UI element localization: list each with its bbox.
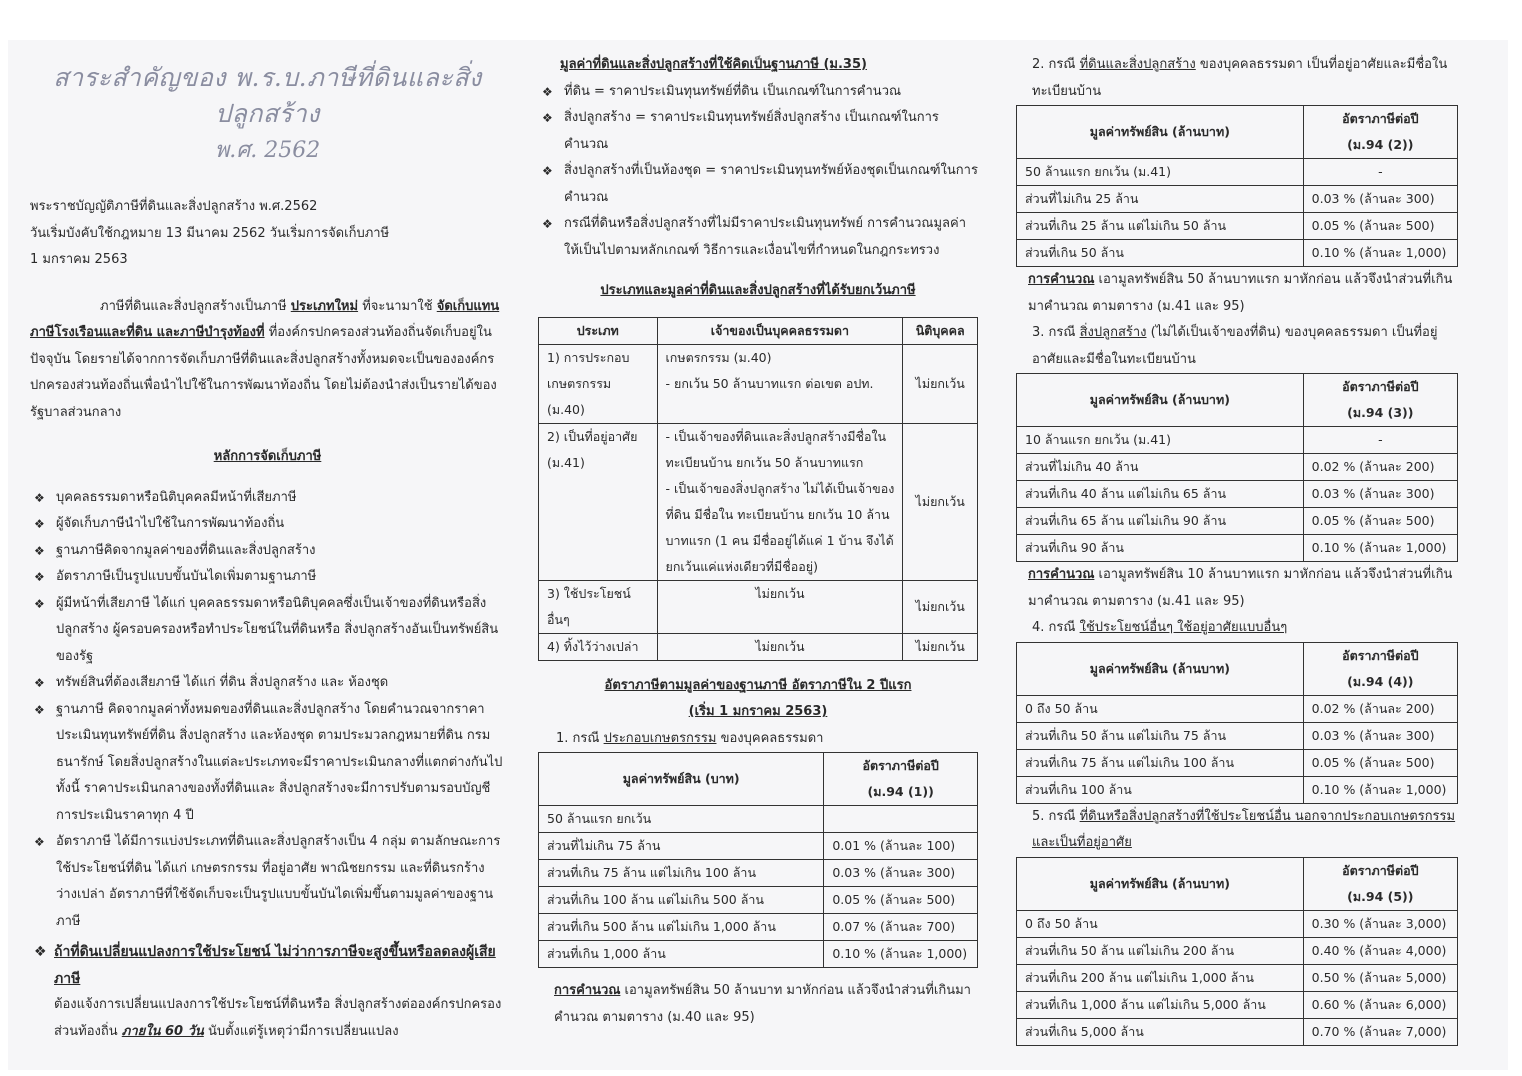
cell-tax-rate: 0.60 % (ล้านละ 6,000) (1303, 991, 1457, 1018)
principle-list (30, 485, 505, 936)
cell-value-range: ส่วนที่เกิน 50 ล้าน แต่ไม่เกิน 75 ล้าน (1017, 722, 1304, 749)
bullet-item (30, 538, 505, 565)
diamond-bullet-icon: ❖ (34, 676, 45, 690)
cell-tax-rate: 0.03 % (ล้านละ 300) (1303, 481, 1457, 508)
exemption-heading: ประเภทและมูลค่าที่ดินและสิ่งปลูกสร้างที่ได้รับยกเว้นภาษี (600, 283, 916, 298)
table-row (1017, 776, 1458, 803)
cell-type: 1) การประกอบเกษตรกรรม (ม.40) (539, 344, 658, 423)
bullet-item (538, 105, 978, 158)
table-row (1017, 937, 1458, 964)
cell-tax-rate: 0.07 % (ล้านละ 700) (824, 914, 978, 941)
cell-tax-rate (824, 806, 978, 833)
calculation-note-2: การคำนวณ เอามูลทรัพย์สิน 50 ล้านบาทแรก มาหักก่อน แล้วจึงนำส่วนที่เกินมาคำนวณ ตามตาราง (ม.41 และ 95) (1028, 272, 1453, 314)
table-row (1017, 535, 1458, 562)
cell-type: 4) ทิ้งไว้ว่างเปล่า (539, 633, 658, 660)
bullet-text: ฐานภาษีคิดจากมูลค่าของที่ดินและสิ่งปลูกสร้าง (56, 542, 316, 558)
rate-table-5 (1016, 857, 1458, 1046)
rate-table-4 (1016, 642, 1458, 804)
column-middle (538, 52, 978, 1031)
bullet-item (30, 591, 505, 671)
cell-value-range: ส่วนที่เกิน 90 ล้าน (1017, 535, 1304, 562)
cell-tax-rate: 0.10 % (ล้านละ 1,000) (1303, 776, 1457, 803)
header-row (539, 753, 978, 806)
diamond-bullet-icon: ❖ (34, 835, 45, 849)
cell-value-range: ส่วนที่เกิน 65 ล้าน แต่ไม่เกิน 90 ล้าน (1017, 508, 1304, 535)
column-header: นิติบุคคล (903, 317, 978, 344)
column-header: ประเภท (539, 317, 658, 344)
cell-value-range: ส่วนที่เกิน 1,000 ล้าน แต่ไม่เกิน 5,000 ล้าน (1017, 991, 1304, 1018)
cell-tax-rate: 0.01 % (ล้านละ 100) (824, 833, 978, 860)
cell-tax-rate: 0.03 % (ล้านละ 300) (824, 860, 978, 887)
cell-type: 2) เป็นที่อยู่อาศัย (ม.41) (539, 423, 658, 580)
column-header: มูลค่าทรัพย์สิน (ล้านบาท) (1017, 106, 1304, 159)
cell-value-range: ส่วนที่เกิน 500 ล้าน แต่ไม่เกิน 1,000 ล้าน (539, 914, 824, 941)
cell-tax-rate: 0.30 % (ล้านละ 3,000) (1303, 910, 1457, 937)
calculation-note-3: การคำนวณ เอามูลทรัพย์สิน 10 ล้านบาทแรก มาหักก่อน แล้วจึงนำส่วนที่เกินมาคำนวณ ตามตาราง (ม.41 และ 95) (1028, 567, 1453, 609)
cell-tax-rate: 0.10 % (ล้านละ 1,000) (1303, 535, 1457, 562)
cell-tax-rate: 0.03 % (ล้านละ 300) (1303, 722, 1457, 749)
bullet-item (30, 511, 505, 538)
rate-table-2 (1016, 105, 1458, 267)
cell-tax-rate: 0.05 % (ล้านละ 500) (1303, 213, 1457, 240)
cell-tax-rate: 0.02 % (ล้านละ 200) (1303, 454, 1457, 481)
bullet-text: ผู้จัดเก็บภาษีนำไปใช้ในการพัฒนาท้องถิ่น (56, 516, 285, 531)
cell-tax-rate: - (1303, 427, 1457, 454)
bullet-text: ฐานภาษี คิดจากมูลค่าทั้งหมดของที่ดินและสิ่งปลูกสร้าง โดยคำนวณจากราคาประเมินทุนทรัพย์ที่ดิน สิ่งปลูกสร้าง และห้องชุด ตามประมวลกฎหมายที่ดิน กรมธนารักษ์ โดยสิ่งปลูกสร้างในแต่ละประเภทจะมีราคาประเมินกลางที่แตกต่างกันไป ทั้งนี้ ราคาประเมินกลางของทั้งที่ดินและ สิ่งปลูกสร้างจะมีการปรับตามรอบบัญชีการประเมินราคาทุก 4 ปี (56, 701, 503, 823)
bullet-text: สิ่งปลูกสร้างที่เป็นห้องชุด = ราคาประเมินทุนทรัพย์ห้องชุดเป็นเกณฑ์ในการคำนวณ (564, 163, 978, 205)
cell-tax-rate: 0.05 % (ล้านละ 500) (1303, 508, 1457, 535)
column-header: อัตราภาษีต่อปี (ม.94 (5)) (1303, 857, 1457, 910)
diamond-bullet-icon: ❖ (542, 111, 553, 125)
column-header: อัตราภาษีต่อปี (ม.94 (1)) (824, 753, 978, 806)
table-row (539, 344, 978, 423)
cell-type: 3) ใช้ประโยชน์อื่นๆ (539, 580, 658, 633)
cell-value-range: 50 ล้านแรก ยกเว้น (539, 806, 824, 833)
rate-table-1 (538, 752, 978, 968)
table-row (539, 633, 978, 660)
column-header: มูลค่าทรัพย์สิน (บาท) (539, 753, 824, 806)
cell-corp: ไม่ยกเว้น (903, 344, 978, 423)
header-row (1017, 106, 1458, 159)
diamond-bullet-icon: ❖ (34, 570, 45, 584)
principle-heading: หลักการจัดเก็บภาษี (213, 449, 322, 464)
rates-subheading: (เริ่ม 1 มกราคม 2563) (688, 704, 828, 719)
cell-value-range: ส่วนที่เกิน 25 ล้าน แต่ไม่เกิน 50 ล้าน (1017, 213, 1304, 240)
cell-tax-rate: 0.10 % (ล้านละ 1,000) (824, 941, 978, 968)
diamond-bullet-icon: ❖ (542, 164, 553, 178)
exemption-table (538, 317, 978, 661)
intro-paragraph: ภาษีที่ดินและสิ่งปลูกสร้างเป็นภาษี ประเภทใหม่ ที่จะนามาใช้ จัดเก็บแทนภาษีโรงเรือนและที่ดิน และภาษีบำรุงท้องที่ ที่องค์กรปกครองส่วนท้องถิ่นจัดเก็บอยู่ในปัจจุบัน โดยรายได้จากการจัดเก็บภาษีที่ดินและสิ่งปลูกสร้างทั้งหมดจะเป็นขององค์กรปกครองส่วนท้องถิ่นเพื่อนำไปใช้ในการพัฒนาท้องถิ่น โดยไม่ต้องนำส่งเป็นรายได้ของรัฐบาลส่วนกลาง (30, 298, 500, 420)
cell-value-range: ส่วนที่เกิน 100 ล้าน แต่ไม่เกิน 500 ล้าน (539, 887, 824, 914)
rate-table-3 (1016, 373, 1458, 562)
cell-tax-rate: 0.70 % (ล้านละ 7,000) (1303, 1018, 1457, 1045)
cell-tax-rate: 0.02 % (ล้านละ 200) (1303, 695, 1457, 722)
cell-value-range: ส่วนที่เกิน 50 ล้าน แต่ไม่เกิน 200 ล้าน (1017, 937, 1304, 964)
bullet-text: อัตราภาษีเป็นรูปแบบขั้นบันไดเพิ่มตามฐานภาษี (56, 569, 317, 584)
column-left (30, 60, 505, 1045)
cell-value-range: ส่วนที่เกิน 75 ล้าน แต่ไม่เกิน 100 ล้าน (539, 860, 824, 887)
case3-title: 3. กรณี สิ่งปลูกสร้าง (ไม่ได้เป็นเจ้าของที่ดิน) ของบุคคลธรรมดา เป็นที่อยู่อาศัยและมีชื่อในทะเบียนบ้าน (1032, 325, 1438, 367)
bullet-text: ทรัพย์สินที่ต้องเสียภาษี ได้แก่ ที่ดิน สิ่งปลูกสร้าง และ ห้องชุด (56, 675, 389, 690)
cell-value-range: ส่วนที่ไม่เกิน 25 ล้าน (1017, 186, 1304, 213)
bullet-item (538, 211, 978, 264)
table-row (1017, 722, 1458, 749)
cell-tax-rate: 0.50 % (ล้านละ 5,000) (1303, 964, 1457, 991)
cell-corp: ไม่ยกเว้น (903, 580, 978, 633)
cell-tax-rate: 0.10 % (ล้านละ 1,000) (1303, 240, 1457, 267)
table-row (1017, 186, 1458, 213)
table-row (539, 423, 978, 580)
table-row (539, 806, 978, 833)
diamond-bullet-icon: ❖ (34, 517, 45, 531)
cell-value-range: ส่วนที่เกิน 75 ล้าน แต่ไม่เกิน 100 ล้าน (1017, 749, 1304, 776)
cell-corp: ไม่ยกเว้น (903, 633, 978, 660)
bullet-text: บุคคลธรรมดาหรือนิติบุคคลมีหน้าที่เสียภาษี (56, 489, 297, 505)
cell-value-range: 0 ถึง 50 ล้าน (1017, 695, 1304, 722)
bullet-text: กรณีที่ดินหรือสิ่งปลูกสร้างที่ไม่มีราคาประเมินทุนทรัพย์ การคำนวณมูลค่าให้เป็นไปตามหลักเกณฑ์ วิธีการและเงื่อนไขที่กำหนดในกฎกระทรวง (564, 216, 967, 258)
calculation-note-1: การคำนวณ เอามูลทรัพย์สิน 50 ล้านบาท มาหักก่อน แล้วจึงนำส่วนที่เกินมาคำนวณ ตามตาราง (ม.40 และ 95) (554, 983, 971, 1025)
table-row (1017, 481, 1458, 508)
table-row (1017, 695, 1458, 722)
table-row (539, 887, 978, 914)
table-row (1017, 240, 1458, 267)
cell-person: เกษตรกรรม (ม.40) - ยกเว้น 50 ล้านบาทแรก ต่อเขต อปท. (657, 344, 903, 423)
case5-title: 5. กรณี ที่ดินหรือสิ่งปลูกสร้างที่ใช้ประโยชน์อื่น นอกจากประกอบเกษตรกรรมและเป็นที่อยู่อาศัย (1032, 808, 1456, 850)
table-row (1017, 1018, 1458, 1045)
cell-person: ไม่ยกเว้น (657, 633, 903, 660)
diamond-bullet-icon: ❖ (542, 217, 553, 231)
document-title: สาระสำคัญของ พ.ร.บ.ภาษีที่ดินและสิ่งปลูกสร้าง (53, 63, 482, 128)
tax-base-list (538, 79, 978, 265)
cell-tax-rate: 0.03 % (ล้านละ 300) (1303, 186, 1457, 213)
change-notice-body: ต้องแจ้งการเปลี่ยนแปลงการใช้ประโยชน์ที่ดินหรือ สิ่งปลูกสร้างต่อองค์กรปกครองส่วนท้องถิ่น ภายใน 60 วัน นับตั้งแต่รู้เหตุว่ามีการเปลี่ยนแปลง (54, 997, 502, 1039)
column-header: มูลค่าทรัพย์สิน (ล้านบาท) (1017, 642, 1304, 695)
cell-corp: ไม่ยกเว้น (903, 423, 978, 580)
bullet-text: ผู้มีหน้าที่เสียภาษี ได้แก่ บุคคลธรรมดาหรือนิติบุคคลซึ่งเป็นเจ้าของที่ดินหรือสิ่งปลูกสร้าง ผู้ครอบครองหรือทำประโยชน์ในที่ดินหรือ สิ่งปลูกสร้างอันเป็นทรัพย์สินของรัฐ (56, 595, 499, 664)
table-row (1017, 910, 1458, 937)
table-row (1017, 213, 1458, 240)
bullet-text: อัตราภาษี ได้มีการแบ่งประเภทที่ดินและสิ่งปลูกสร้างเป็น 4 กลุ่ม ตามลักษณะการใช้ประโยชน์ที่ดิน ได้แก่ เกษตรกรรม ที่อยู่อาศัย พาณิชยกรรม และที่ดินรกร้างว่างเปล่า อัตราภาษีที่ใช้จัดเก็บจะเป็นรูปแบบขั้นบันไดเพิ่มขึ้นตามมูลค่าของฐานภาษี (56, 834, 501, 929)
diamond-bullet-icon: ❖ (34, 490, 45, 505)
rates-heading: อัตราภาษีตามมูลค่าของฐานภาษี อัตราภาษีใน 2 ปีแรก (604, 677, 912, 693)
cell-value-range: ส่วนที่เกิน 100 ล้าน (1017, 776, 1304, 803)
bullet-item (30, 564, 505, 591)
column-header: มูลค่าทรัพย์สิน (ล้านบาท) (1017, 374, 1304, 427)
cell-tax-rate: 0.40 % (ล้านละ 4,000) (1303, 937, 1457, 964)
diamond-bullet-icon: ❖ (34, 596, 45, 611)
header-row (1017, 374, 1458, 427)
column-header: มูลค่าทรัพย์สิน (ล้านบาท) (1017, 857, 1304, 910)
cell-value-range: ส่วนที่เกิน 200 ล้าน แต่ไม่เกิน 1,000 ล้าน (1017, 964, 1304, 991)
cell-person: - เป็นเจ้าของที่ดินและสิ่งปลูกสร้างมีชื่อในทะเบียนบ้าน ยกเว้น 50 ล้านบาทแรก - เป็นเจ้าของสิ่งปลูกสร้าง ไม่ได้เป็นเจ้าของที่ดิน มีชื่อใน ทะเบียนบ้าน ยกเว้น 10 ล้านบาทแรก (1 คน มีชื่ออยู่ได้แค่ 1 บ้าน จึงได้ยกเว้นแค่แห่งเดียวที่มีชื่ออยู่) (657, 423, 903, 580)
bullet-item (30, 485, 505, 512)
tax-base-heading: มูลค่าที่ดินและสิ่งปลูกสร้างที่ใช้คิดเป็นฐานภาษี (ม.35) (560, 57, 867, 72)
table-row (1017, 749, 1458, 776)
cell-tax-rate: 0.05 % (ล้านละ 500) (824, 887, 978, 914)
bullet-item (30, 697, 505, 830)
table-row (539, 941, 978, 968)
table-row (1017, 159, 1458, 186)
bullet-item (30, 670, 505, 697)
cell-value-range: ส่วนที่เกิน 5,000 ล้าน (1017, 1018, 1304, 1045)
table-row (1017, 964, 1458, 991)
cell-value-range: ส่วนที่ไม่เกิน 40 ล้าน (1017, 454, 1304, 481)
cell-value-range: ส่วนที่ไม่เกิน 75 ล้าน (539, 833, 824, 860)
cell-tax-rate: - (1303, 159, 1457, 186)
cell-value-range: 50 ล้านแรก ยกเว้น (ม.41) (1017, 159, 1304, 186)
cell-person: ไม่ยกเว้น (657, 580, 903, 633)
table-row (1017, 508, 1458, 535)
cell-value-range: ส่วนที่เกิน 40 ล้าน แต่ไม่เกิน 65 ล้าน (1017, 481, 1304, 508)
table-row (539, 860, 978, 887)
table-row (1017, 454, 1458, 481)
table-row (539, 914, 978, 941)
column-header: อัตราภาษีต่อปี (ม.94 (3)) (1303, 374, 1457, 427)
cell-value-range: 0 ถึง 50 ล้าน (1017, 910, 1304, 937)
case2-title: 2. กรณี ที่ดินและสิ่งปลูกสร้าง ของบุคคลธรรมดา เป็นที่อยู่อาศัยและมีชื่อในทะเบียนบ้าน (1032, 57, 1448, 99)
table-row (1017, 427, 1458, 454)
diamond-bullet-icon: ❖ (34, 702, 45, 717)
column-right (1016, 52, 1458, 1046)
case4-title: 4. กรณี ใช้ประโยชน์อื่นๆ ใช้อยู่อาศัยแบบอื่นๆ (1032, 620, 1288, 635)
bullet-item (538, 158, 978, 211)
diamond-bullet-icon: ❖ (542, 84, 553, 99)
cell-tax-rate: 0.05 % (ล้านละ 500) (1303, 749, 1457, 776)
cell-value-range: 10 ล้านแรก ยกเว้น (ม.41) (1017, 427, 1304, 454)
bullet-text: ที่ดิน = ราคาประเมินทุนทรัพย์ที่ดิน เป็นเกณฑ์ในการคำนวณ (564, 83, 902, 99)
diamond-bullet-icon: ❖ (34, 543, 45, 558)
column-header: เจ้าของเป็นบุคคลธรรมดา (657, 317, 903, 344)
bullet-text: สิ่งปลูกสร้าง = ราคาประเมินทุนทรัพย์สิ่งปลูกสร้าง เป็นเกณฑ์ในการคำนวณ (564, 110, 939, 152)
table-row (539, 580, 978, 633)
document-title-year: พ.ศ. 2562 (214, 138, 321, 163)
cell-value-range: ส่วนที่เกิน 50 ล้าน (1017, 240, 1304, 267)
case1-title: 1. กรณี ประกอบเกษตรกรรม ของบุคคลธรรมดา (556, 730, 824, 746)
table-row (1017, 991, 1458, 1018)
cell-value-range: ส่วนที่เกิน 1,000 ล้าน (539, 941, 824, 968)
intro-line: 1 มกราคม 2563 (30, 252, 128, 267)
header-row (1017, 642, 1458, 695)
column-header: อัตราภาษีต่อปี (ม.94 (2)) (1303, 106, 1457, 159)
intro-line: วันเริ่มบังคับใช้กฎหมาย 13 มีนาคม 2562 วันเริ่มการจัดเก็บภาษี (30, 225, 390, 241)
bullet-item (30, 829, 505, 935)
intro-line: พระราชบัญญัติภาษีที่ดินและสิ่งปลูกสร้าง พ.ศ.2562 (30, 199, 318, 214)
bullet-item (538, 79, 978, 106)
table-row (539, 833, 978, 860)
header-row (1017, 857, 1458, 910)
column-header: อัตราภาษีต่อปี (ม.94 (4)) (1303, 642, 1457, 695)
change-notice-heading: ❖ ถ้าที่ดินเปลี่ยนแปลงการใช้ประโยชน์ ไม่ว่าการภาษีจะสูงขึ้นหรือลดลงผู้เสียภาษี (34, 944, 496, 987)
